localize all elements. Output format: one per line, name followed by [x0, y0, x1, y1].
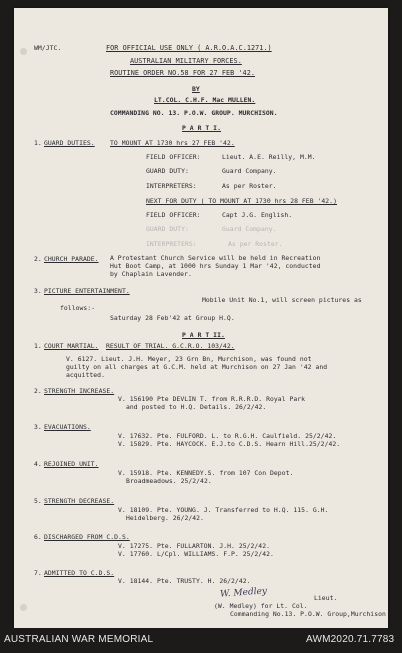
section-title: PICTURE ENTERTAINMENT.: [44, 287, 130, 295]
section-number: 6.: [34, 533, 42, 541]
section-title: COURT MARTIAL.: [44, 342, 99, 350]
section-title: REJOINED UNIT.: [44, 460, 99, 468]
duty-label: INTERPRETERS:: [146, 182, 197, 190]
duty-value: Guard Company.: [222, 225, 277, 233]
section-text: Broadmeadows. 25/2/42.: [126, 477, 212, 485]
next-duty-line: NEXT FOR DUTY ( TO MOUNT AT 1730 hrs 28 FEB '42.): [146, 197, 337, 205]
section-text: follows:-: [60, 304, 96, 312]
duty-value: Guard Company.: [222, 167, 277, 175]
section-number: 4.: [34, 460, 42, 468]
section-text: Saturday 28 Feb'42 at Group H.Q.: [110, 314, 235, 322]
section-number: 5.: [34, 497, 42, 505]
section-text: by Chaplain Lavender.: [110, 270, 192, 278]
section-text: acquitted.: [66, 371, 105, 379]
section-text: A Protestant Church Service will be held in Recreation: [110, 254, 321, 262]
section-number: 3.: [34, 287, 42, 295]
punch-hole: [20, 604, 27, 611]
section-text: V. 15918. Pte. KENNEDY.S. from 107 Con Depot.: [118, 469, 294, 477]
punch-hole: [20, 48, 27, 55]
by-line: BY: [192, 85, 200, 93]
signature-rank: Lieut.: [314, 594, 338, 602]
section-text: V. 156190 Pte DEVLIN T. from R.R.R.D. Royal Park: [118, 395, 306, 403]
section-text: V. 15829. Pte. HAYCOCK. E.J.to C.D.S. Hearn Hill.25/2/42.: [118, 440, 341, 448]
section-title: CHURCH PARADE.: [44, 255, 99, 263]
signature-name: (W. Medley) for Lt. Col.: [214, 602, 308, 610]
section-text: Hut Boot Camp, at 1000 hrs Sunday 1 Mar '42, conducted: [110, 262, 321, 270]
section-number: 1.: [34, 342, 42, 350]
section-text: V. 18144. Pte. TRUSTY. H. 26/2/42.: [118, 577, 251, 585]
document-page: [14, 8, 388, 628]
section-title: GUARD DUTIES.: [44, 139, 95, 147]
duty-value: As per Roster.: [222, 182, 277, 190]
duty-value: Capt J.G. English.: [222, 211, 293, 219]
duty-label: GUARD DUTY:: [146, 167, 189, 175]
duty-label: FIELD OFFICER:: [146, 211, 201, 219]
duty-label: INTERPRETERS:: [146, 240, 197, 248]
section-number: 7.: [34, 569, 42, 577]
duty-value: Lieut. A.E. Reilly, M.M.: [222, 153, 316, 161]
part-one-heading: P A R T I.: [182, 124, 221, 132]
section-text: V. 6127. Lieut. J.H. Meyer, 23 Grn Bn, Murchison, was found not: [66, 355, 312, 363]
section-text: V. 17632. Pte. FULFORD. L. to R.G.H. Caulfield. 25/2/42.: [118, 432, 337, 440]
section-text: guilty on all charges at G.C.M. held at Murchison on 27 Jan '42 and: [66, 363, 328, 371]
section-number: 2.: [34, 387, 42, 395]
command-line: COMMANDING NO. 13. P.O.W. GROUP. MURCHISON.: [110, 109, 278, 117]
archive-name: AUSTRALIAN WAR MEMORIAL: [4, 634, 154, 645]
section-title: STRENGTH DECREASE.: [44, 497, 115, 505]
section-subtitle: TO MOUNT AT 1730 hrs 27 FEB '42.: [110, 139, 235, 147]
section-title: EVACUATIONS.: [44, 423, 91, 431]
officer-line: LT.COL. C.H.F. Mac MULLEN.: [154, 96, 256, 104]
duty-value: As per Roster.: [228, 240, 283, 248]
section-text: Heidelberg. 26/2/42.: [126, 514, 204, 522]
reference: WM/JTC.: [34, 44, 62, 52]
handwritten-signature: W. Medley: [219, 586, 268, 600]
section-number: 2.: [34, 255, 42, 263]
header-line: AUSTRALIAN MILITARY FORCES.: [130, 57, 242, 65]
section-text: V. 17275. Pte. FULLARTON. J.H. 25/2/42.: [118, 542, 271, 550]
section-number: 3.: [34, 423, 42, 431]
section-text: and posted to H.Q. Details. 26/2/42.: [126, 403, 267, 411]
header-line: ROUTINE ORDER NO.58 FOR 27 FEB '42.: [110, 69, 255, 77]
duty-label: FIELD OFFICER:: [146, 153, 201, 161]
duty-label: GUARD DUTY:: [146, 225, 189, 233]
header-line: FOR OFFICIAL USE ONLY ( A.R.O.A.C.1271.): [106, 44, 272, 52]
archive-reference: AWM2020.71.7783: [306, 634, 395, 645]
section-title: DISCHARGED FROM C.D.S.: [44, 533, 130, 541]
section-title: STRENGTH INCREASE.: [44, 387, 115, 395]
signature-unit: Commanding No.13. P.O.W. Group,Murchison: [230, 610, 386, 618]
section-text: Mobile Unit No.1, will screen pictures as: [202, 296, 362, 304]
section-title: ADMITTED TO C.D.S.: [44, 569, 115, 577]
section-text: V. 17760. L/Cpl. WILLIAMS. F.P. 25/2/42.: [118, 550, 274, 558]
section-text: V. 18109. Pte. YOUNG. J. Transferred to H.Q. 115. G.H.: [118, 506, 329, 514]
section-number: 1.: [34, 139, 42, 147]
part-two-heading: P A R T II.: [182, 331, 225, 339]
section-subtitle: RESULT OF TRIAL. G.C.R.O. 103/42.: [106, 342, 235, 350]
archive-footer: [0, 628, 402, 653]
